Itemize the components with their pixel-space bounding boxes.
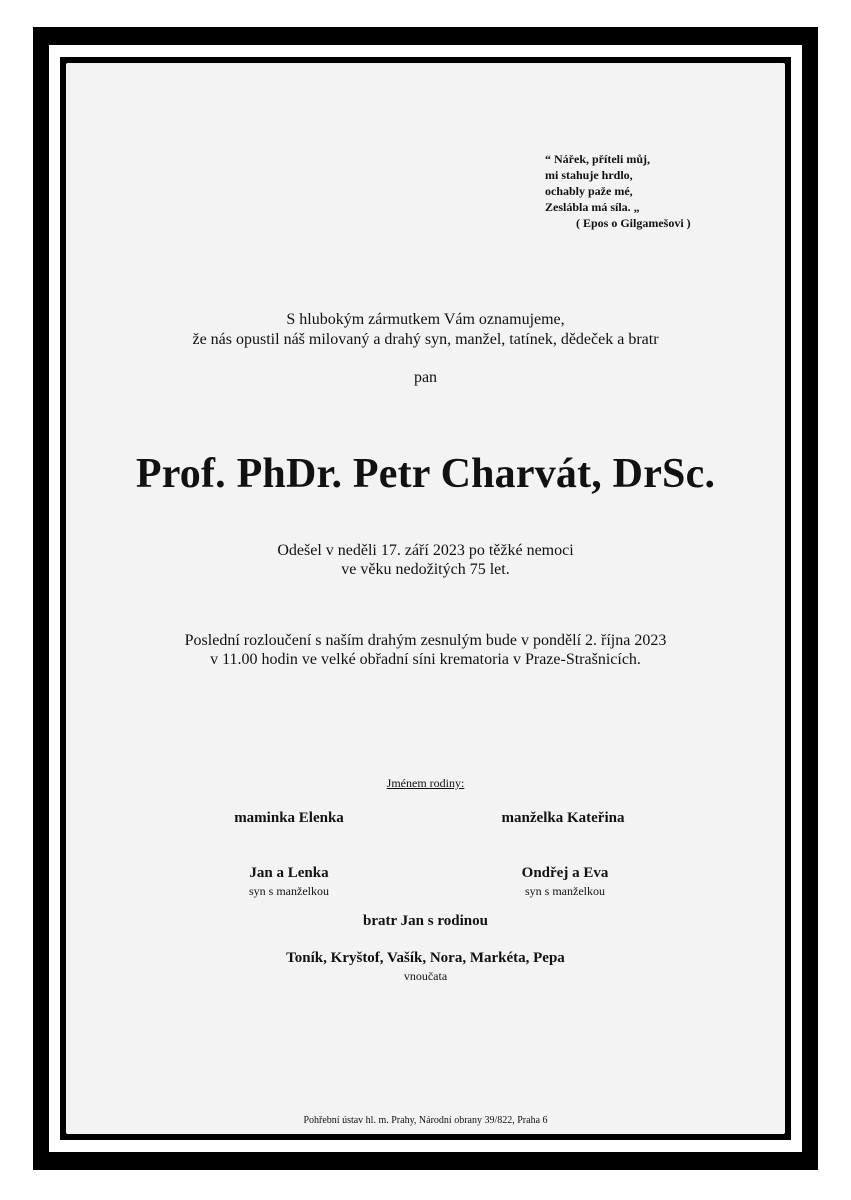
funeral-info [0,631,851,669]
mother-name: maminka Elenka [234,810,344,826]
death-line-1: Odešel v neděli 17. září 2023 po těžké nemoci [277,542,574,559]
epigraph-quote [545,151,691,231]
deceased-name: Prof. PhDr. Petr Charvát, DrSc. [135,451,716,497]
son-2 [465,865,665,899]
death-info [0,541,851,579]
announcement [0,310,851,350]
quote-source: ( Epos o Gilgamešovi ) [576,216,691,230]
son-1-name: Jan a Lenka [249,865,329,881]
quote-line: “ Nářek, příteli můj, [545,152,650,166]
funeral-line-1: Poslední rozloučení s naším drahým zesnulým bude v pondělí 2. října 2023 [184,632,667,649]
grandchildren-role: vnoučata [403,969,448,983]
wife-name: manželka Kateřina [501,810,625,826]
funeral-line-2: v 11.00 hodin ve velké obřadní síni krematoria v Praze-Strašnicích. [210,651,641,668]
son-1-role: syn s manželkou [249,884,329,898]
quote-line: ochably paže mé, [545,184,633,198]
funeral-home-footer: Pohřební ústav hl. m. Prahy, Národní obrany 39/822, Praha 6 [303,1115,548,1126]
grandchildren [0,950,851,984]
announcement-line-2: že nás opustil náš milovaný a drahý syn, manžel, tatínek, dědeček a bratr [192,331,659,348]
brother-name: bratr Jan s rodinou [363,913,488,929]
son-1 [189,865,389,899]
death-line-2: ve věku nedožitých 75 let. [341,561,510,578]
quote-line: Zeslábla má síla. „ [545,200,640,214]
grandchildren-names: Toník, Kryštof, Vašík, Nora, Markéta, Pepa [286,950,565,966]
announcement-line-1: S hlubokým zármutkem Vám oznamujeme, [286,311,565,328]
son-2-name: Ondřej a Eva [521,865,609,881]
quote-line: mi stahuje hrdlo, [545,168,633,182]
family-heading: Jménem rodiny: [386,776,465,790]
son-2-role: syn s manželkou [525,884,605,898]
title-pan: pan [413,369,438,386]
